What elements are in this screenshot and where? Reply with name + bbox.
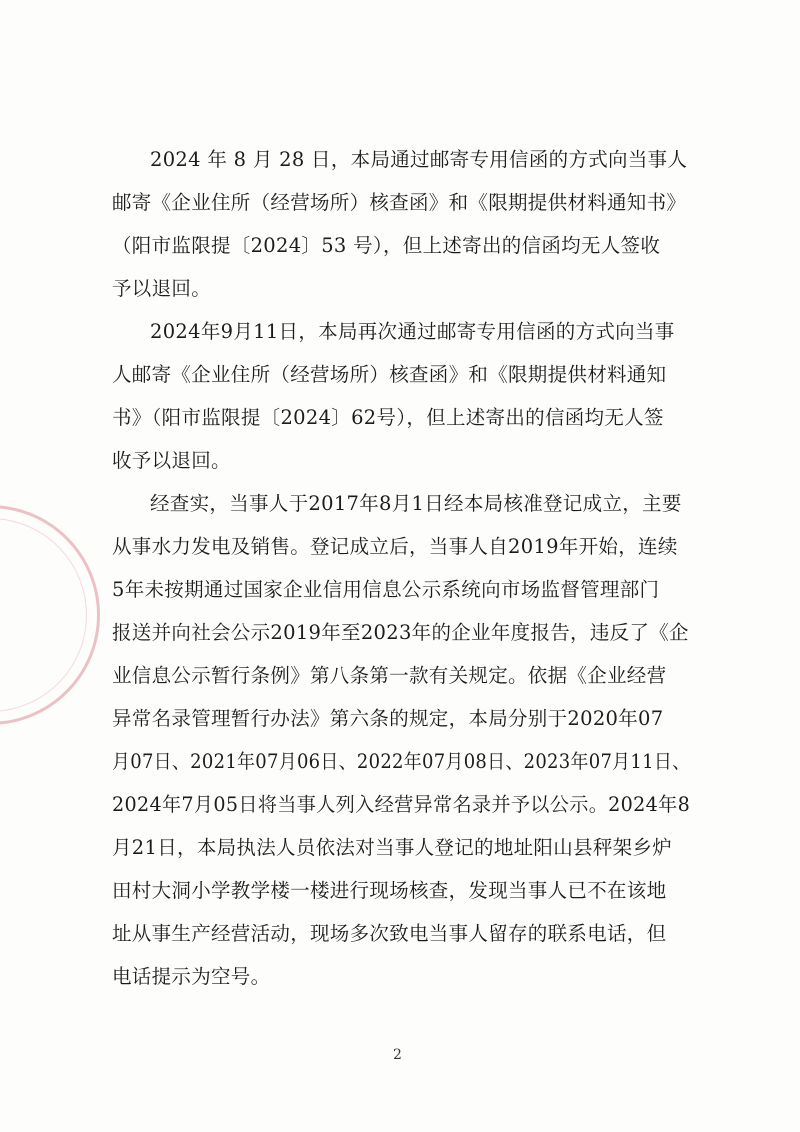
paragraph-3-line-6: 异常名录管理暂行办法》第六条的规定，本局分别于2020年07 (112, 707, 664, 730)
official-seal-inner-ring (0, 518, 87, 712)
paragraph-3-line-8: 2024年7月05日将当事人列入经营异常名录并予以公示。2024年8 (112, 793, 691, 816)
paragraph-3-line-9: 月21日，本局执法人员依法对当事人登记的地址阳山县秤架乡炉 (112, 836, 673, 859)
official-seal (0, 505, 100, 725)
paragraph-3-line-3: 5年未按期通过国家企业信用信息公示系统向市场监督管理部门 (112, 578, 660, 601)
paragraph-3-line-7: 月07日、2021年07月06日、2022年07月08日、2023年07月11日、 (112, 750, 691, 773)
paragraph-2-line-4: 收予以退回。 (112, 449, 231, 472)
paragraph-1-line-2: 邮寄《企业住所（经营场所）核查函》和《限期提供材料通知书》 (112, 191, 687, 214)
paragraph-1-line-1: 2024 年 8 月 28 日，本局通过邮寄专用信函的方式向当事人 (150, 148, 688, 171)
paragraph-1-line-4: 予以退回。 (112, 277, 212, 300)
paragraph-2-line-3: 书》（阳市监限提〔2024〕62号），但上述寄出的信函均无人签 (112, 406, 664, 429)
paragraph-3-line-11: 址从事生产经营活动，现场多次致电当事人留存的联系电话，但 (112, 922, 667, 945)
paragraph-3-line-5: 业信息公示暂行条例》第八条第一款有关规定。依据《企业经营 (112, 664, 667, 687)
paragraph-3-line-1: 经查实，当事人于2017年8月1日经本局核准登记成立，主要 (150, 492, 682, 515)
page-number: 2 (393, 1047, 402, 1063)
paragraph-3-line-4: 报送并向社会公示2019年至2023年的企业年度报告，违反了《企 (112, 621, 689, 644)
paragraph-3-line-10: 田村大洞小学教学楼一楼进行现场核查，发现当事人已不在该地 (112, 879, 667, 902)
paragraph-2-line-1: 2024年9月11日，本局再次通过邮寄专用信函的方式向当事 (150, 320, 675, 343)
paragraph-3-line-2: 从事水力发电及销售。登记成立后，当事人自2019年开始，连续 (112, 535, 678, 558)
paragraph-1-line-3: （阳市监限提〔2024〕53 号），但上述寄出的信函均无人签收 (112, 234, 661, 257)
paragraph-3-line-12: 电话提示为空号。 (112, 965, 271, 988)
paragraph-2-line-2: 人邮寄《企业住所（经营场所）核查函》和《限期提供材料通知 (112, 363, 667, 386)
